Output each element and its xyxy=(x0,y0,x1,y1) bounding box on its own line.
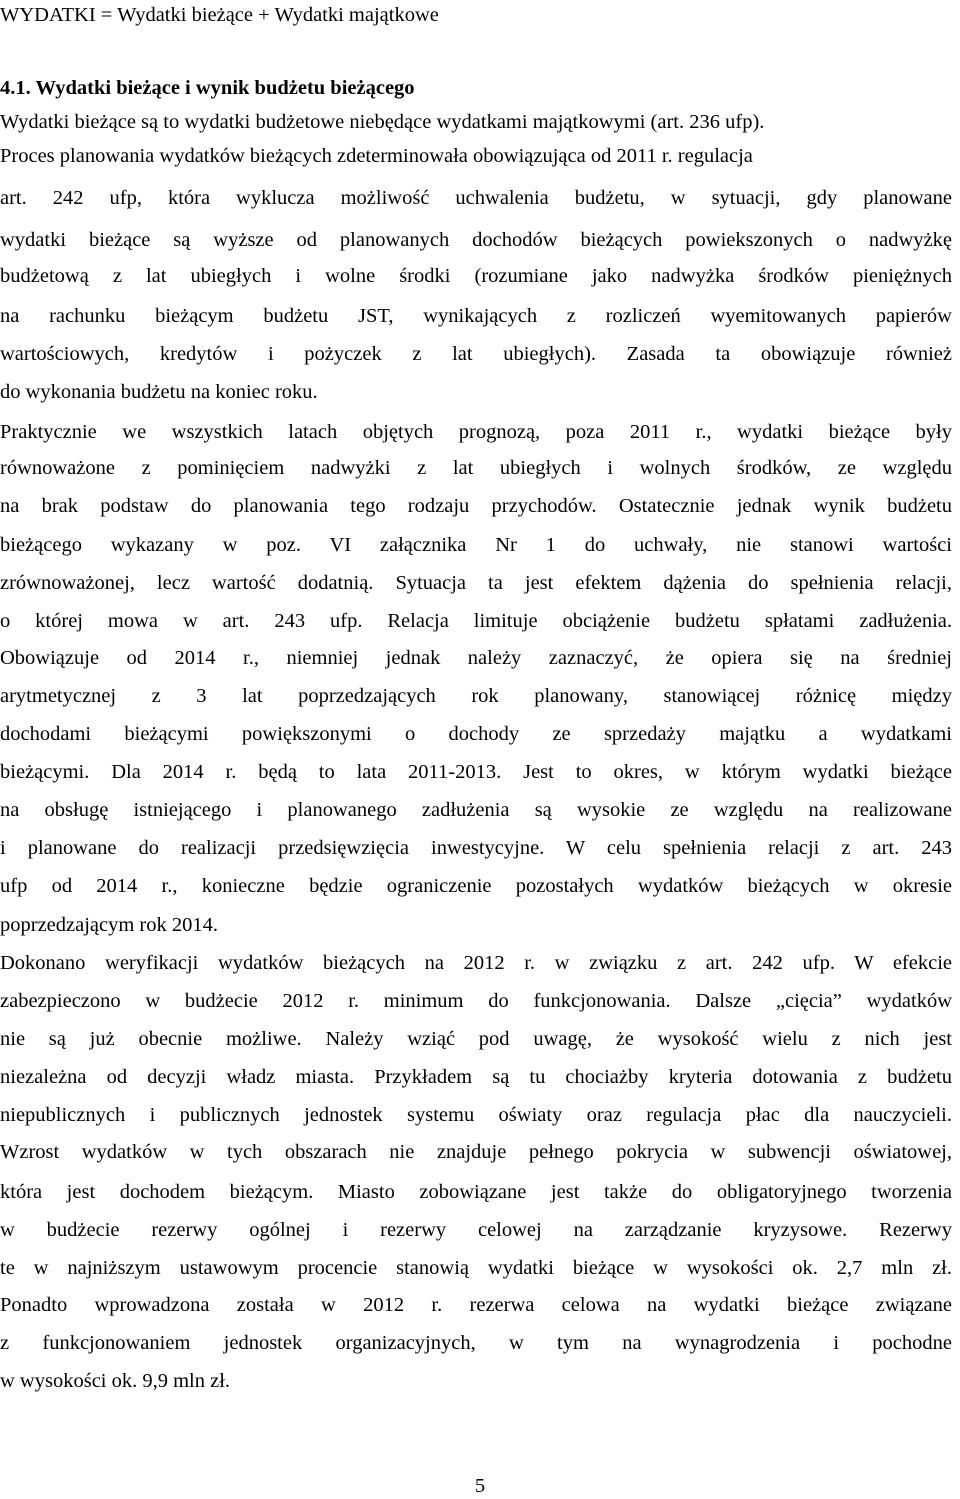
page-number: 5 xyxy=(474,1475,486,1497)
text-line: wartościowych, kredytów i pożyczek z lat ubiegłych). Zasada ta obowiązuje również xyxy=(0,343,952,365)
text-line: o której mowa w art. 243 ufp. Relacja limituje obciążenie budżetu spłatami zadłużenia. xyxy=(0,610,952,632)
text-line: Proces planowania wydatków bieżących zdeterminowała obowiązująca od 2011 r. regulacja xyxy=(0,145,753,167)
text-line: bieżącego wykazany w poz. VI załącznika Nr 1 do uchwały, nie stanowi wartości xyxy=(0,534,952,556)
text-line: budżetową z lat ubiegłych i wolne środki (rozumiane jako nadwyżka środków pieniężnych xyxy=(0,265,952,287)
text-line: zabezpieczono w budżecie 2012 r. minimum do funkcjonowania. Dalsze „cięcia” wydatków xyxy=(0,990,952,1012)
text-line: Obowiązuje od 2014 r., niemniej jednak należy zaznaczyć, że opiera się na średniej xyxy=(0,647,952,669)
text-line: Praktycznie we wszystkich latach objętych prognozą, poza 2011 r., wydatki bieżące były xyxy=(0,421,952,443)
text-line: równoważone z pominięciem nadwyżki z lat ubiegłych i wolnych środków, ze względu xyxy=(0,457,952,479)
text-line: poprzedzającym rok 2014. xyxy=(0,914,219,936)
text-line: w wysokości ok. 9,9 mln zł. xyxy=(0,1370,231,1392)
text-line: z funkcjonowaniem jednostek organizacyjnych, w tym na wynagrodzenia i pochodne xyxy=(0,1332,952,1354)
text-line: w budżecie rezerwy ogólnej i rezerwy celowej na zarządzanie kryzysowe. Rezerwy xyxy=(0,1219,952,1241)
text-line: wydatki bieżące są wyższe od planowanych dochodów bieżących powiekszonych o nadwyżkę xyxy=(0,229,952,251)
text-line: na brak podstaw do planowania tego rodzaju przychodów. Ostatecznie jednak wynik budżetu xyxy=(0,495,952,517)
text-line: zrównoważonej, lecz wartość dodatnią. Sytuacja ta jest efektem dążenia do spełnienia relacji, xyxy=(0,572,952,594)
text-line: Dokonano weryfikacji wydatków bieżących na 2012 r. w związku z art. 242 ufp. W efekcie xyxy=(0,952,952,974)
text-line: Wzrost wydatków w tych obszarach nie znajduje pełnego pokrycia w subwencji oświatowej, xyxy=(0,1141,952,1163)
text-line: nie są już obecnie możliwe. Należy wziąć pod uwagę, że wysokość wielu z nich jest xyxy=(0,1028,952,1050)
text-line: ufp od 2014 r., konieczne będzie ograniczenie pozostałych wydatków bieżących w okresie xyxy=(0,875,952,897)
text-line: na rachunku bieżącym budżetu JST, wynikających z rozliczeń wyemitowanych papierów xyxy=(0,305,952,327)
text-line: bieżącymi. Dla 2014 r. będą to lata 2011-2013. Jest to okres, w którym wydatki bieżące xyxy=(0,761,952,783)
text-line: art. 242 ufp, która wyklucza możliwość uchwalenia budżetu, w sytuacji, gdy planowane xyxy=(0,187,952,209)
text-line: na obsługę istniejącego i planowanego zadłużenia są wysokie ze względu na realizowane xyxy=(0,799,952,821)
page-header: WYDATKI = Wydatki bieżące + Wydatki majątkowe xyxy=(0,4,439,26)
text-line: niepublicznych i publicznych jednostek systemu oświaty oraz regulacja płac dla nauczycieli. xyxy=(0,1104,952,1126)
text-line: i planowane do realizacji przedsięwzięcia inwestycyjne. W celu spełnienia relacji z art. 243 xyxy=(0,837,952,859)
text-line: która jest dochodem bieżącym. Miasto zobowiązane jest także do obligatoryjnego tworzenia xyxy=(0,1181,952,1203)
section-title: 4.1. Wydatki bieżące i wynik budżetu bieżącego xyxy=(0,77,415,99)
text-line: dochodami bieżącymi powiększonymi o dochody ze sprzedaży majątku a wydatkami xyxy=(0,723,952,745)
text-line: Wydatki bieżące są to wydatki budżetowe niebędące wydatkami majątkowymi (art. 236 ufp). xyxy=(0,111,765,133)
text-line: niezależna od decyzji władz miasta. Przykładem są tu chociażby kryteria dotowania z budżetu xyxy=(0,1066,952,1088)
text-line: te w najniższym ustawowym procencie stanowią wydatki bieżące w wysokości ok. 2,7 mln zł. xyxy=(0,1257,952,1279)
text-line: arytmetycznej z 3 lat poprzedzających rok planowany, stanowiącej różnicę między xyxy=(0,685,952,707)
text-line: Ponadto wprowadzona została w 2012 r. rezerwa celowa na wydatki bieżące związane xyxy=(0,1294,952,1316)
text-line: do wykonania budżetu na koniec roku. xyxy=(0,381,318,403)
